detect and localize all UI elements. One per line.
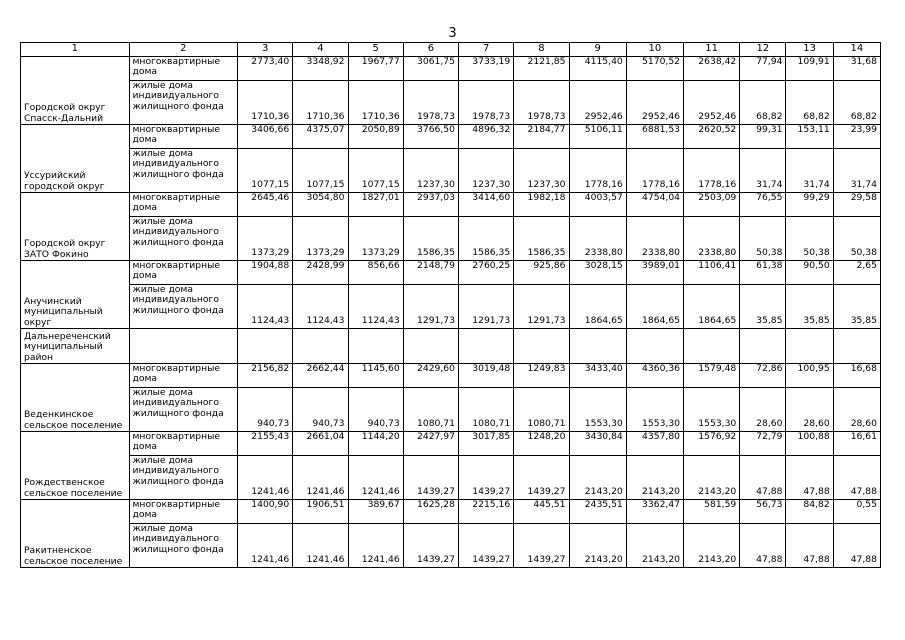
column-header: 8 <box>514 43 569 57</box>
value-cell: 2184,77 <box>514 125 569 149</box>
value-cell: 5170,52 <box>626 57 683 81</box>
empty-cell <box>459 329 514 364</box>
value-cell: 1625,28 <box>403 500 458 524</box>
value-cell: 1080,71 <box>514 388 569 432</box>
value-cell: 1241,46 <box>238 456 293 500</box>
table-row <box>21 456 881 500</box>
value-cell: 3766,50 <box>403 125 458 149</box>
column-header: 9 <box>569 43 626 57</box>
value-cell: 47,88 <box>786 456 833 500</box>
page-number: 3 <box>448 26 457 41</box>
value-cell: 389,67 <box>348 500 403 524</box>
value-cell: 2050,89 <box>348 125 403 149</box>
value-cell: 581,59 <box>684 500 740 524</box>
value-cell: 5106,11 <box>569 125 626 149</box>
value-cell: 109,91 <box>786 57 833 81</box>
value-cell: 4003,57 <box>569 193 626 217</box>
value-cell: 2143,20 <box>569 524 626 568</box>
value-cell: 3054,80 <box>293 193 348 217</box>
value-cell: 1553,30 <box>626 388 683 432</box>
region-name: Анучинский муниципальный округ <box>21 261 130 329</box>
value-cell: 1241,46 <box>293 456 348 500</box>
region-name: Уссурийский городской округ <box>21 125 130 193</box>
value-cell: 2338,80 <box>569 217 626 261</box>
value-cell: 153,11 <box>786 125 833 149</box>
value-cell: 1553,30 <box>569 388 626 432</box>
value-cell: 50,38 <box>786 217 833 261</box>
housing-type: многоквартирные дома <box>129 500 238 524</box>
housing-type: многоквартирные дома <box>129 125 238 149</box>
empty-cell <box>833 329 880 364</box>
table-row <box>21 285 881 329</box>
housing-type: жилые дома индивидуального жилищного фонда <box>129 456 238 500</box>
value-cell: 2638,42 <box>684 57 740 81</box>
empty-cell <box>684 329 740 364</box>
value-cell: 1077,15 <box>238 149 293 193</box>
value-cell: 2503,09 <box>684 193 740 217</box>
value-cell: 2662,44 <box>293 364 348 388</box>
value-cell: 47,88 <box>833 524 880 568</box>
value-cell: 23,99 <box>833 125 880 149</box>
value-cell: 72,79 <box>740 432 786 456</box>
value-cell: 1586,35 <box>514 217 569 261</box>
value-cell: 1145,60 <box>348 364 403 388</box>
value-cell: 3017,85 <box>459 432 514 456</box>
value-cell: 1864,65 <box>684 285 740 329</box>
housing-type: многоквартирные дома <box>129 57 238 81</box>
value-cell: 2952,46 <box>569 81 626 125</box>
value-cell: 2952,46 <box>626 81 683 125</box>
value-cell: 31,74 <box>786 149 833 193</box>
value-cell: 68,82 <box>740 81 786 125</box>
value-cell: 856,66 <box>348 261 403 285</box>
value-cell: 4754,04 <box>626 193 683 217</box>
value-cell: 77,94 <box>740 57 786 81</box>
value-cell: 2620,52 <box>684 125 740 149</box>
value-cell: 1248,20 <box>514 432 569 456</box>
value-cell: 1710,36 <box>238 81 293 125</box>
table-row <box>21 500 881 524</box>
value-cell: 3362,47 <box>626 500 683 524</box>
column-header: 10 <box>626 43 683 57</box>
value-cell: 31,68 <box>833 57 880 81</box>
value-cell: 2338,80 <box>684 217 740 261</box>
value-cell: 4360,36 <box>626 364 683 388</box>
column-number-row <box>21 43 881 57</box>
value-cell: 2156,82 <box>238 364 293 388</box>
value-cell: 1439,27 <box>514 524 569 568</box>
table-body <box>21 57 881 568</box>
value-cell: 2429,60 <box>403 364 458 388</box>
value-cell: 1586,35 <box>403 217 458 261</box>
table-row <box>21 57 881 81</box>
value-cell: 47,88 <box>786 524 833 568</box>
value-cell: 1291,73 <box>514 285 569 329</box>
value-cell: 28,60 <box>833 388 880 432</box>
region-name: Ракитненское сельское поселение <box>21 500 130 568</box>
value-cell: 2143,20 <box>684 524 740 568</box>
empty-cell <box>293 329 348 364</box>
value-cell: 1778,16 <box>569 149 626 193</box>
value-cell: 35,85 <box>833 285 880 329</box>
region-name: Городской округ ЗАТО Фокино <box>21 193 130 261</box>
value-cell: 1237,30 <box>403 149 458 193</box>
empty-cell <box>740 329 786 364</box>
value-cell: 99,29 <box>786 193 833 217</box>
empty-cell <box>238 329 293 364</box>
housing-type: жилые дома индивидуального жилищного фонда <box>129 524 238 568</box>
value-cell: 1241,46 <box>348 456 403 500</box>
value-cell: 4357,80 <box>626 432 683 456</box>
value-cell: 2435,51 <box>569 500 626 524</box>
housing-type: жилые дома индивидуального жилищного фонда <box>129 388 238 432</box>
value-cell: 925,86 <box>514 261 569 285</box>
value-cell: 28,60 <box>740 388 786 432</box>
empty-cell <box>129 329 238 364</box>
value-cell: 68,82 <box>833 81 880 125</box>
value-cell: 47,88 <box>740 524 786 568</box>
value-cell: 1237,30 <box>459 149 514 193</box>
table-row <box>21 149 881 193</box>
value-cell: 2773,40 <box>238 57 293 81</box>
value-cell: 47,88 <box>833 456 880 500</box>
value-cell: 84,82 <box>786 500 833 524</box>
value-cell: 1579,48 <box>684 364 740 388</box>
value-cell: 940,73 <box>293 388 348 432</box>
column-header: 14 <box>833 43 880 57</box>
value-cell: 2338,80 <box>626 217 683 261</box>
value-cell: 1576,92 <box>684 432 740 456</box>
value-cell: 16,68 <box>833 364 880 388</box>
value-cell: 1077,15 <box>348 149 403 193</box>
value-cell: 1439,27 <box>403 524 458 568</box>
value-cell: 1439,27 <box>403 456 458 500</box>
value-cell: 1978,73 <box>514 81 569 125</box>
value-cell: 1864,65 <box>626 285 683 329</box>
value-cell: 72,86 <box>740 364 786 388</box>
value-cell: 100,95 <box>786 364 833 388</box>
value-cell: 56,73 <box>740 500 786 524</box>
value-cell: 1249,83 <box>514 364 569 388</box>
value-cell: 2661,04 <box>293 432 348 456</box>
value-cell: 1291,73 <box>403 285 458 329</box>
housing-type: многоквартирные дома <box>129 432 238 456</box>
housing-type: многоквартирные дома <box>129 364 238 388</box>
value-cell: 6881,53 <box>626 125 683 149</box>
value-cell: 3433,40 <box>569 364 626 388</box>
value-cell: 3028,15 <box>569 261 626 285</box>
value-cell: 1124,43 <box>293 285 348 329</box>
value-cell: 90,50 <box>786 261 833 285</box>
value-cell: 1106,41 <box>684 261 740 285</box>
empty-cell <box>569 329 626 364</box>
housing-type: многоквартирные дома <box>129 261 238 285</box>
value-cell: 1241,46 <box>293 524 348 568</box>
column-header: 5 <box>348 43 403 57</box>
value-cell: 1241,46 <box>238 524 293 568</box>
column-header: 2 <box>129 43 238 57</box>
value-cell: 1291,73 <box>459 285 514 329</box>
value-cell: 1241,46 <box>348 524 403 568</box>
value-cell: 1373,29 <box>293 217 348 261</box>
table-row <box>21 193 881 217</box>
value-cell: 1778,16 <box>626 149 683 193</box>
value-cell: 35,85 <box>740 285 786 329</box>
table-row <box>21 261 881 285</box>
value-cell: 2427,97 <box>403 432 458 456</box>
value-cell: 2121,85 <box>514 57 569 81</box>
value-cell: 100,88 <box>786 432 833 456</box>
value-cell: 31,74 <box>740 149 786 193</box>
value-cell: 1144,20 <box>348 432 403 456</box>
value-cell: 3348,92 <box>293 57 348 81</box>
value-cell: 50,38 <box>833 217 880 261</box>
value-cell: 1967,77 <box>348 57 403 81</box>
value-cell: 1080,71 <box>403 388 458 432</box>
empty-cell <box>786 329 833 364</box>
region-name: Веденкинское сельское поселение <box>21 364 130 432</box>
column-header: 6 <box>403 43 458 57</box>
table-row <box>21 125 881 149</box>
value-cell: 445,51 <box>514 500 569 524</box>
value-cell: 1710,36 <box>293 81 348 125</box>
value-cell: 1553,30 <box>684 388 740 432</box>
value-cell: 1237,30 <box>514 149 569 193</box>
empty-cell <box>514 329 569 364</box>
value-cell: 1864,65 <box>569 285 626 329</box>
value-cell: 47,88 <box>740 456 786 500</box>
table-row <box>21 432 881 456</box>
value-cell: 31,74 <box>833 149 880 193</box>
value-cell: 1439,27 <box>459 524 514 568</box>
housing-type: жилые дома индивидуального жилищного фонда <box>129 149 238 193</box>
value-cell: 2143,20 <box>626 456 683 500</box>
value-cell: 3061,75 <box>403 57 458 81</box>
value-cell: 1077,15 <box>293 149 348 193</box>
region-name: Городской округ Спасск-Дальний <box>21 57 130 125</box>
empty-cell <box>626 329 683 364</box>
value-cell: 940,73 <box>348 388 403 432</box>
column-header: 1 <box>21 43 130 57</box>
value-cell: 1400,90 <box>238 500 293 524</box>
value-cell: 50,38 <box>740 217 786 261</box>
value-cell: 2155,43 <box>238 432 293 456</box>
value-cell: 1710,36 <box>348 81 403 125</box>
value-cell: 1124,43 <box>238 285 293 329</box>
housing-type: жилые дома индивидуального жилищного фонда <box>129 285 238 329</box>
data-table <box>20 42 881 568</box>
region-name: Дальнереченский муниципальный район <box>21 329 130 364</box>
value-cell: 1778,16 <box>684 149 740 193</box>
value-cell: 940,73 <box>238 388 293 432</box>
value-cell: 2,65 <box>833 261 880 285</box>
value-cell: 35,85 <box>786 285 833 329</box>
value-cell: 2937,03 <box>403 193 458 217</box>
value-cell: 2143,20 <box>684 456 740 500</box>
value-cell: 4375,07 <box>293 125 348 149</box>
value-cell: 1124,43 <box>348 285 403 329</box>
housing-type: многоквартирные дома <box>129 193 238 217</box>
table-row <box>21 217 881 261</box>
value-cell: 3406,66 <box>238 125 293 149</box>
housing-type: жилые дома индивидуального жилищного фонда <box>129 81 238 125</box>
table-row <box>21 81 881 125</box>
value-cell: 1978,73 <box>403 81 458 125</box>
value-cell: 3430,84 <box>569 432 626 456</box>
value-cell: 2215,16 <box>459 500 514 524</box>
value-cell: 99,31 <box>740 125 786 149</box>
column-header: 3 <box>238 43 293 57</box>
table-row <box>21 388 881 432</box>
value-cell: 2148,79 <box>403 261 458 285</box>
empty-cell <box>348 329 403 364</box>
value-cell: 68,82 <box>786 81 833 125</box>
value-cell: 2143,20 <box>569 456 626 500</box>
table-row <box>21 329 881 364</box>
value-cell: 2645,46 <box>238 193 293 217</box>
value-cell: 3989,01 <box>626 261 683 285</box>
column-header: 4 <box>293 43 348 57</box>
value-cell: 0,55 <box>833 500 880 524</box>
value-cell: 61,38 <box>740 261 786 285</box>
value-cell: 2952,46 <box>684 81 740 125</box>
value-cell: 1904,88 <box>238 261 293 285</box>
column-header: 13 <box>786 43 833 57</box>
value-cell: 1373,29 <box>238 217 293 261</box>
value-cell: 1978,73 <box>459 81 514 125</box>
value-cell: 1439,27 <box>459 456 514 500</box>
housing-type: жилые дома индивидуального жилищного фонда <box>129 217 238 261</box>
value-cell: 1982,18 <box>514 193 569 217</box>
value-cell: 2760,25 <box>459 261 514 285</box>
value-cell: 3019,48 <box>459 364 514 388</box>
value-cell: 3733,19 <box>459 57 514 81</box>
column-header: 7 <box>459 43 514 57</box>
value-cell: 1827,01 <box>348 193 403 217</box>
value-cell: 16,61 <box>833 432 880 456</box>
value-cell: 1586,35 <box>459 217 514 261</box>
value-cell: 3414,60 <box>459 193 514 217</box>
column-header: 12 <box>740 43 786 57</box>
table-row <box>21 524 881 568</box>
value-cell: 29,58 <box>833 193 880 217</box>
value-cell: 1080,71 <box>459 388 514 432</box>
value-cell: 1373,29 <box>348 217 403 261</box>
value-cell: 1439,27 <box>514 456 569 500</box>
value-cell: 4115,40 <box>569 57 626 81</box>
value-cell: 1906,51 <box>293 500 348 524</box>
value-cell: 28,60 <box>786 388 833 432</box>
value-cell: 2143,20 <box>626 524 683 568</box>
empty-cell <box>403 329 458 364</box>
value-cell: 2428,99 <box>293 261 348 285</box>
value-cell: 76,55 <box>740 193 786 217</box>
value-cell: 4896,32 <box>459 125 514 149</box>
table-row <box>21 364 881 388</box>
column-header: 11 <box>684 43 740 57</box>
region-name: Рождественское сельское поселение <box>21 432 130 500</box>
